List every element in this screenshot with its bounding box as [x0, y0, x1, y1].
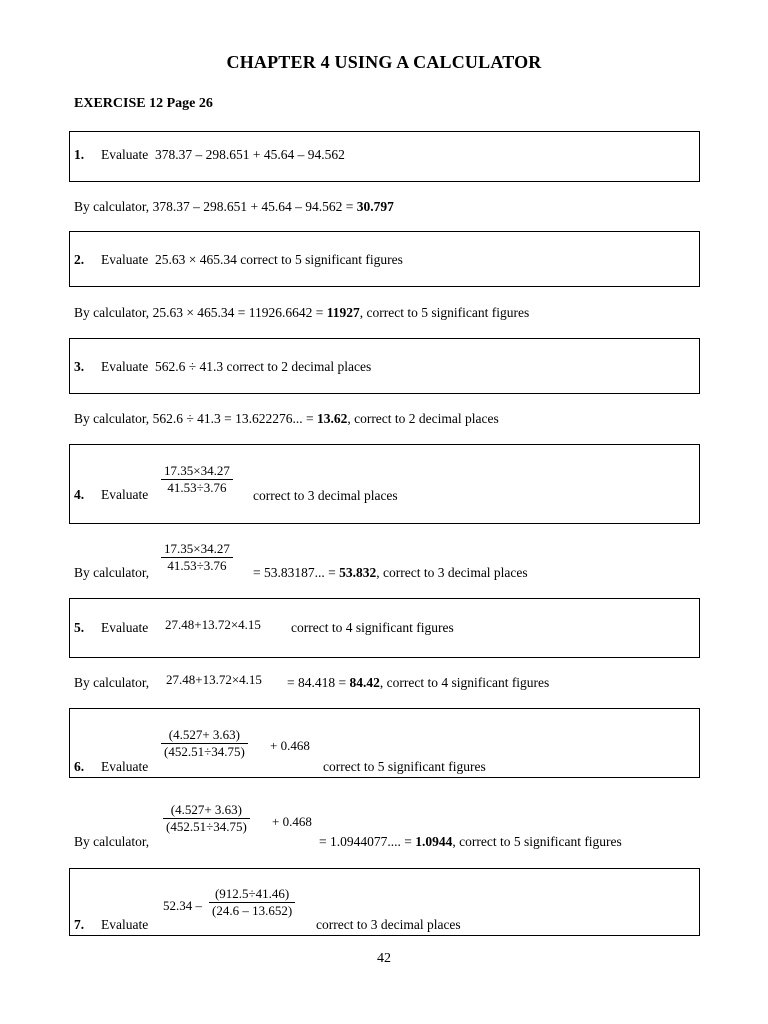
answer-plus-term: + 0.468: [272, 814, 312, 829]
answer-result: 84.42: [349, 675, 380, 690]
chapter-title: CHAPTER 4 USING A CALCULATOR: [226, 52, 542, 72]
answer-4-prefix: By calculator,: [74, 565, 150, 580]
answer-2: [74, 305, 529, 321]
fraction-numerator: (912.5÷41.46): [214, 886, 290, 901]
question-box-2: [69, 231, 700, 287]
answer-5-prefix: By calculator,: [74, 675, 150, 690]
question-expression: 378.37 – 298.651 + 45.64 – 94.562: [154, 147, 345, 162]
answer-3: [74, 411, 499, 427]
answer-result: 30.797: [356, 199, 394, 214]
answer-equals: = 84.418 =: [287, 675, 350, 690]
question-number: 1.: [74, 147, 85, 162]
answer-fraction: [161, 541, 233, 574]
answer-expression: 25.63 × 465.34 = 11926.6642 =: [152, 305, 327, 320]
answer-fraction: [163, 802, 250, 835]
question-fraction: [161, 463, 233, 496]
answer-6-prefix: By calculator,: [74, 834, 150, 849]
answer-expression: 27.48+13.72×4.15: [166, 672, 262, 687]
exercise-heading: EXERCISE 12 Page 26: [74, 96, 213, 111]
answer-prefix: By calculator,: [74, 199, 153, 214]
question-number: 4.: [74, 487, 85, 502]
answer-suffix: , correct to 3 decimal places: [376, 565, 528, 580]
question-box-3: [69, 338, 700, 394]
fraction-denominator: 41.53÷3.76: [161, 479, 233, 496]
question-expression: 27.48+13.72×4.15: [165, 617, 261, 632]
question-fraction: [209, 886, 295, 919]
answer-result: 1.0944: [415, 834, 453, 849]
answer-1: [74, 199, 394, 215]
answer-suffix: , correct to 5 significant figures: [359, 305, 530, 320]
answer-result: 53.832: [339, 565, 377, 580]
question-expression: 25.63 × 465.34 correct to 5 significant figures: [154, 252, 403, 267]
evaluate-label: Evaluate: [101, 147, 149, 162]
question-fraction: [161, 727, 248, 760]
answer-prefix: By calculator,: [74, 411, 153, 426]
answer-prefix: By calculator,: [74, 305, 153, 320]
page-number: 42: [377, 951, 391, 966]
answer-result: 11927: [326, 305, 360, 320]
answer-suffix: , correct to 2 decimal places: [347, 411, 499, 426]
question-suffix: correct to 3 decimal places: [253, 488, 398, 503]
evaluate-label: Evaluate: [101, 487, 149, 502]
question-number: 7.: [74, 917, 85, 932]
question-suffix: correct to 5 significant figures: [323, 759, 486, 774]
answer-suffix: , correct to 4 significant figures: [379, 675, 550, 690]
evaluate-label: Evaluate: [101, 359, 149, 374]
question-expression: 562.6 ÷ 41.3 correct to 2 decimal places: [154, 359, 372, 374]
evaluate-label: Evaluate: [101, 620, 149, 635]
question-box-1: [69, 131, 700, 182]
answer-expression: 378.37 – 298.651 + 45.64 – 94.562 =: [152, 199, 357, 214]
fraction-denominator: (452.51÷34.75): [161, 743, 248, 760]
question-lead-term: 52.34 –: [163, 898, 202, 913]
evaluate-label: Evaluate: [101, 252, 149, 267]
answer-5: [287, 675, 549, 691]
fraction-numerator: (4.527+ 3.63): [168, 727, 241, 742]
fraction-denominator: (452.51÷34.75): [163, 818, 250, 835]
answer-expression: = 53.83187... =: [253, 565, 340, 580]
question-suffix: correct to 4 significant figures: [291, 620, 454, 635]
question-suffix: correct to 3 decimal places: [316, 917, 461, 932]
fraction-numerator: 17.35×34.27: [164, 541, 230, 556]
question-number: 6.: [74, 759, 85, 774]
question-number: 5.: [74, 620, 85, 635]
answer-expression: 562.6 ÷ 41.3 = 13.622276... =: [152, 411, 317, 426]
answer-expression: = 1.0944077.... =: [319, 834, 416, 849]
answer-4: [253, 565, 528, 581]
evaluate-label: Evaluate: [101, 917, 149, 932]
fraction-denominator: (24.6 – 13.652): [209, 902, 295, 919]
answer-6: [319, 834, 622, 850]
fraction-numerator: (4.527+ 3.63): [170, 802, 243, 817]
question-number: 2.: [74, 252, 85, 267]
evaluate-label: Evaluate: [101, 759, 149, 774]
fraction-denominator: 41.53÷3.76: [161, 557, 233, 574]
answer-result: 13.62: [316, 411, 348, 426]
question-number: 3.: [74, 359, 85, 374]
question-plus-term: + 0.468: [270, 738, 310, 753]
answer-suffix: , correct to 5 significant figures: [452, 834, 622, 849]
fraction-numerator: 17.35×34.27: [164, 463, 230, 478]
